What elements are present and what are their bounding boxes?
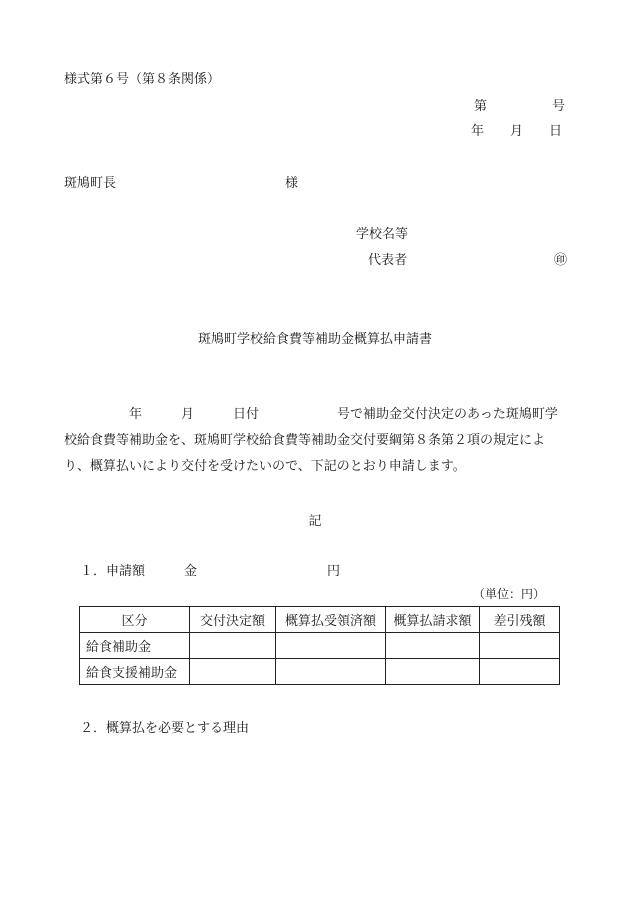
table-header-cell: 交付決定額 xyxy=(190,607,276,633)
table-cell xyxy=(276,633,386,659)
ki-heading: 記 xyxy=(308,514,322,529)
table-cell xyxy=(190,659,276,685)
table-row xyxy=(80,659,560,685)
unit-note: （単位：円） xyxy=(473,587,546,601)
date-line: 年 月 日 xyxy=(471,124,563,139)
representative-label: 代表者 xyxy=(368,253,408,268)
item-2-reason-heading: ２．概算払を必要とする理由 xyxy=(80,721,250,736)
document-title: 斑鳩町学校給食費等補助金概算払申請書 xyxy=(197,332,432,347)
table-row xyxy=(80,633,560,659)
table-header-row xyxy=(80,607,560,633)
table-cell xyxy=(480,659,560,685)
grant-table-container xyxy=(79,606,560,685)
table-header-cell: 概算払受領済額 xyxy=(276,607,386,633)
table-cell xyxy=(386,633,480,659)
table-cell xyxy=(386,659,480,685)
table-row-label: 給食補助金 xyxy=(80,633,190,659)
table-header-cell: 差引残額 xyxy=(480,607,560,633)
addressee: 斑鳩町長 様 xyxy=(64,176,299,191)
table-row-label: 給食支援補助金 xyxy=(80,659,190,685)
table-cell xyxy=(190,633,276,659)
item-1-application-amount: １．申請額 金 円 xyxy=(80,564,341,579)
document-number-line: 第 号 xyxy=(474,99,566,114)
table-cell xyxy=(480,633,560,659)
grant-table xyxy=(79,606,560,685)
table-header-cell: 区分 xyxy=(80,607,190,633)
table-cell xyxy=(276,659,386,685)
school-name-label: 学校名等 xyxy=(356,227,409,242)
body-paragraph: 年 月 日付 号で補助金交付決定のあった斑鳩町学校給食費等補助金を、斑鳩町学校給食費等補助金交付要綱第８条第２項の規定により、概算払いにより交付を受けたいので、下記のとおり申請します。 xyxy=(64,407,558,474)
seal-mark: ㊞ xyxy=(554,253,568,268)
form-number: 様式第６号（第８条関係） xyxy=(64,72,221,87)
table-header-cell: 概算払請求額 xyxy=(386,607,480,633)
